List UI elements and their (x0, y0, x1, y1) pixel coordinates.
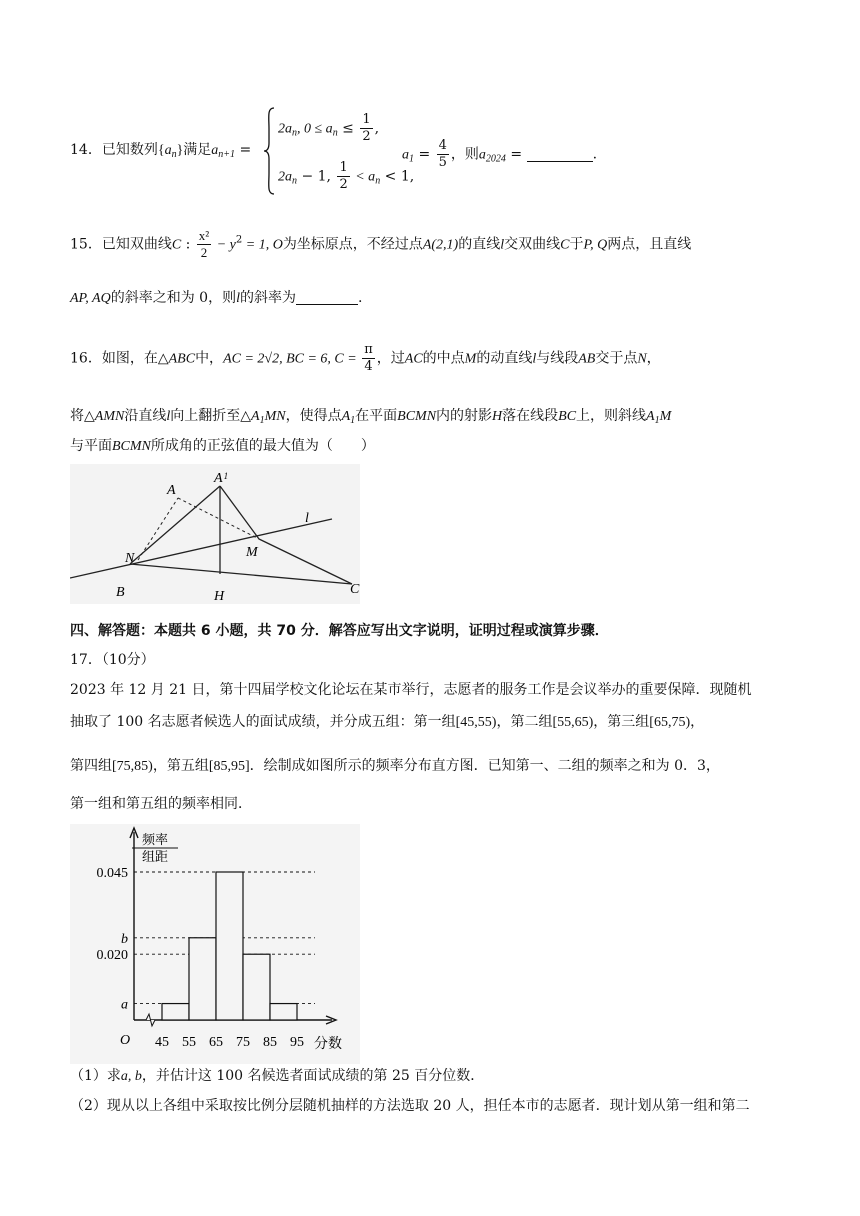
piecewise-case-2: $2a_n - 1$, $\frac{1}{2}$ < $a_n < 1$, (278, 160, 415, 192)
answer-blank-15 (296, 290, 358, 305)
y-tick-label: a (121, 997, 128, 1013)
label-N: N (125, 551, 135, 566)
label-A1: $A^1$ (214, 471, 229, 486)
geometry-figure (70, 464, 360, 604)
question-16-line-3: 与平面BCMN所成角的正弦值的最大值为（ ） (70, 438, 375, 454)
question-16-line-2: 将△AMN沿直线l向上翻折至$\triangle A_1MN$，使得点$A_1$在平面BCMN内的射影H落在线段BC上，则斜线$A_1M$ (70, 408, 672, 426)
label-B: B (116, 585, 125, 600)
label-H: H (214, 589, 225, 604)
question-17-para-1: 2023 年 12 月 21 日，第十四届学校文化论坛在某市举行，志愿者的服务工作是会议举办的重要保障．现随机 (70, 682, 752, 698)
histogram-bar (162, 1004, 189, 1020)
question-17-para-2: 抽取了 100 名志愿者候选人的面试成绩，并分成五组：第一组[45,55)，第二组[55,65)，第三组[65,75)， (70, 714, 705, 730)
histogram-bar (189, 938, 216, 1020)
question-17-sub-2: （2）现从以上各组中采取按比例分层随机抽样的方法选取 20 人，担任本市的志愿者．现计划从第一组和第二 (70, 1098, 750, 1114)
histogram-bar (270, 1004, 297, 1020)
x-tick-label: 95 (290, 1035, 304, 1050)
x-tick-label: 65 (209, 1035, 223, 1050)
section-4-heading: 四、解答题：本题共 6 小题，共 70 分．解答应写出文字说明，证明过程或演算步骤． (70, 623, 609, 639)
question-15-line-2: AP, AQ的斜率之和为 0，则l的斜率为 . (70, 290, 363, 306)
question-14-tail: $a_1$ = $\frac{4}{5}$ ，则$a_{2024}$ = . (402, 138, 598, 170)
label-A: A (167, 483, 176, 498)
frequency-histogram (70, 824, 360, 1064)
ylabel-top: 频率 (141, 832, 169, 847)
x-tick-label: 75 (236, 1035, 250, 1050)
y-tick-label: 0.045 (96, 866, 128, 881)
question-17-sub-1: （1）求a, b，并估计这 100 名候选者面试成绩的第 25 百分位数． (70, 1068, 485, 1084)
question-14-lead: 14．已知数列$\{a_n\}$满足$a_{n+1}$ = (70, 142, 252, 160)
ylabel-bottom: 组距 (141, 849, 169, 864)
answer-blank-14 (527, 147, 593, 162)
label-l: l (305, 511, 309, 526)
x-tick-label: 55 (182, 1035, 196, 1050)
y-tick-label: b (121, 931, 128, 947)
origin-label: O (120, 1033, 131, 1048)
question-15-line-1: 15．已知双曲线C : $\frac{\text{x²}}{2}$ − $y^2 = 1$, O为坐标原点，不经过点A(2,1)的直线l交双曲线C于P, Q两点，且直线 (70, 228, 692, 260)
label-M: M (246, 545, 258, 560)
question-17-para-3: 第四组[75,85)，第五组[85,95]．绘制成如图所示的频率分布直方图．已知第一、二组的频率之和为 0．3， (70, 758, 720, 774)
question-16-line-1: 16．如图，在△ABC中，AC = 2√2, BC = 6, C = $\frac{\pi}{4}$ ，过AC的中点M的动直线l与线段AB交于点N， (70, 342, 661, 374)
question-17-header: 17．（10分） (70, 652, 155, 668)
question-17-para-4: 第一组和第五组的频率相同． (70, 796, 252, 812)
xlabel: 分数 (314, 1037, 342, 1052)
x-tick-label: 85 (263, 1035, 277, 1050)
piecewise-brace (263, 107, 275, 195)
histogram-bar (216, 872, 243, 1020)
histogram-bar (243, 954, 270, 1020)
label-C: C (350, 582, 360, 597)
piecewise-case-1: $2a_n$, $0 \le a_n$ ≤ $\frac{1}{2}$ , (278, 112, 380, 144)
y-tick-label: 0.020 (96, 948, 128, 964)
x-tick-label: 45 (155, 1035, 169, 1050)
